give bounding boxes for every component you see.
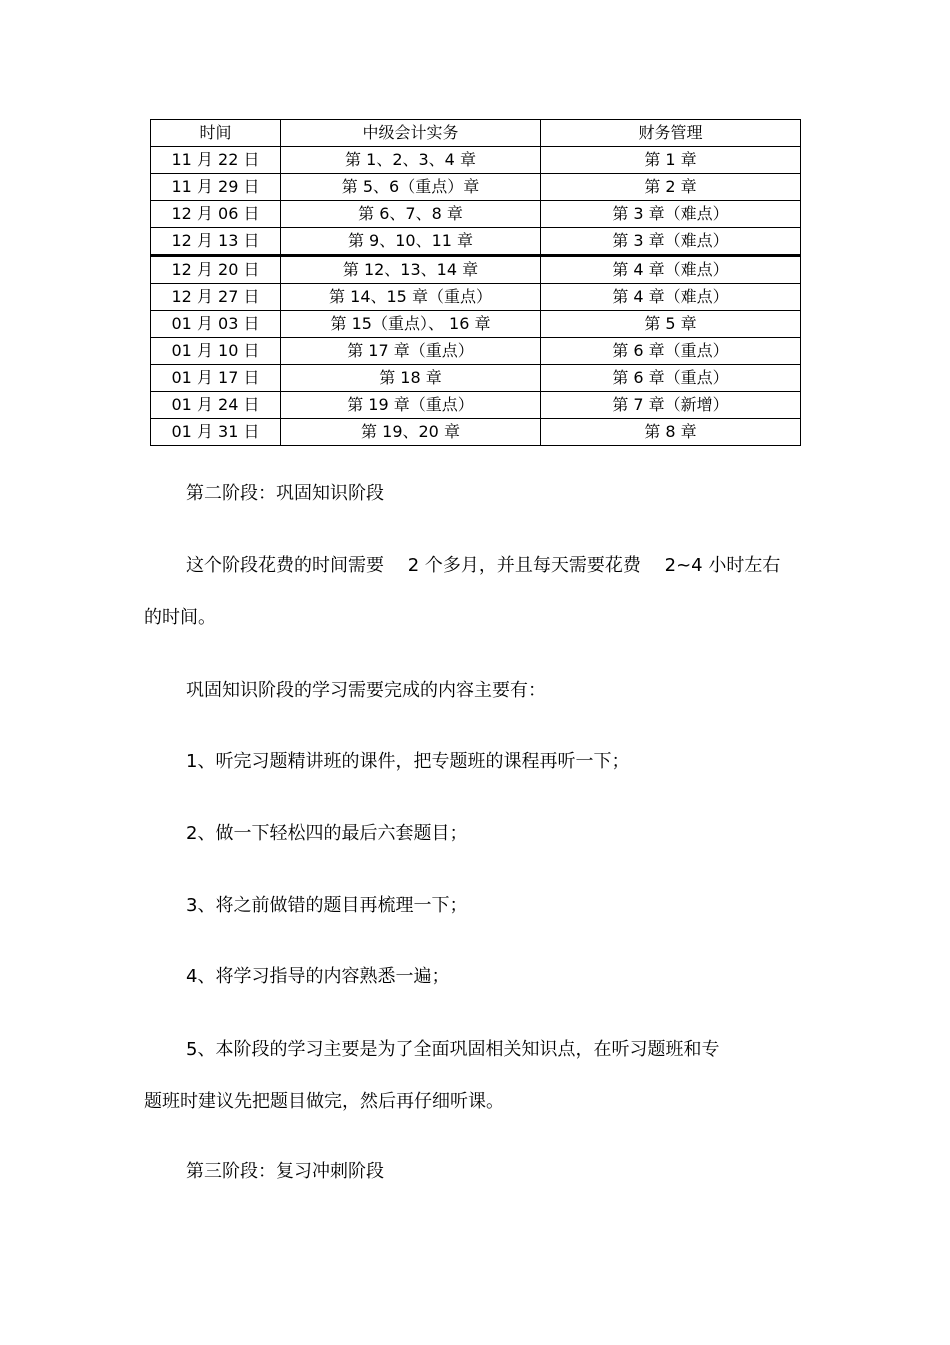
table-header-row [151,120,801,147]
table-row [151,174,801,201]
cell-accounting: 第 18 章 [281,365,541,392]
list-item-3: 3、将之前做错的题目再梳理一下； [186,895,468,916]
cell-finance: 第 3 章（难点） [541,201,801,228]
cell-date: 11 月 29 日 [151,174,281,201]
stage3-heading: 第三阶段：复习冲刺阶段 [186,1161,384,1182]
table-row [151,311,801,338]
stage2-time-line1: 这个阶段花费的时间需要 2 个多月，并且每天需要花费 2~4 小时左右 [186,555,781,576]
cell-accounting: 第 19 章（重点） [281,392,541,419]
list-item-2: 2、做一下轻松四的最后六套题目； [186,823,468,844]
cell-date: 12 月 13 日 [151,228,281,256]
table-row [151,201,801,228]
header-intermediate-accounting: 中级会计实务 [281,120,541,147]
cell-finance: 第 7 章（新增） [541,392,801,419]
header-financial-management: 财务管理 [541,120,801,147]
cell-accounting: 第 14、15 章（重点） [281,284,541,311]
stage2-intro: 巩固知识阶段的学习需要完成的内容主要有： [186,680,546,701]
table-row [151,392,801,419]
cell-finance: 第 2 章 [541,174,801,201]
cell-date: 12 月 20 日 [151,256,281,284]
cell-accounting: 第 12、13、14 章 [281,256,541,284]
cell-accounting: 第 15（重点）、 16 章 [281,311,541,338]
list-item-5-line1: 5、本阶段的学习主要是为了全面巩固相关知识点，在听习题班和专 [186,1039,720,1060]
cell-date: 01 月 10 日 [151,338,281,365]
cell-date: 01 月 17 日 [151,365,281,392]
cell-finance: 第 8 章 [541,419,801,446]
cell-finance: 第 4 章（难点） [541,284,801,311]
cell-finance: 第 3 章（难点） [541,228,801,256]
table-row [151,365,801,392]
table-row [151,338,801,365]
study-schedule-table [150,119,801,446]
list-item-4: 4、将学习指导的内容熟悉一遍； [186,966,450,987]
cell-date: 11 月 22 日 [151,147,281,174]
cell-accounting: 第 19、20 章 [281,419,541,446]
list-item-1: 1、听完习题精讲班的课件，把专题班的课程再听一下； [186,751,630,772]
cell-accounting: 第 9、10、11 章 [281,228,541,256]
cell-finance: 第 5 章 [541,311,801,338]
cell-finance: 第 4 章（难点） [541,256,801,284]
header-time: 时间 [151,120,281,147]
cell-accounting: 第 17 章（重点） [281,338,541,365]
cell-finance: 第 1 章 [541,147,801,174]
stage2-time-line2: 的时间。 [144,607,216,628]
table-row [151,228,801,256]
table-row [151,256,801,284]
table-row [151,284,801,311]
cell-date: 12 月 06 日 [151,201,281,228]
stage2-heading: 第二阶段：巩固知识阶段 [186,483,384,504]
cell-date: 01 月 31 日 [151,419,281,446]
list-item-5-line2: 题班时建议先把题目做完，然后再仔细听课。 [144,1091,504,1112]
cell-accounting: 第 5、6（重点）章 [281,174,541,201]
cell-date: 12 月 27 日 [151,284,281,311]
cell-date: 01 月 24 日 [151,392,281,419]
cell-finance: 第 6 章（重点） [541,338,801,365]
cell-finance: 第 6 章（重点） [541,365,801,392]
table-row [151,147,801,174]
table-row [151,419,801,446]
cell-accounting: 第 1、2、3、4 章 [281,147,541,174]
cell-accounting: 第 6、7、8 章 [281,201,541,228]
cell-date: 01 月 03 日 [151,311,281,338]
